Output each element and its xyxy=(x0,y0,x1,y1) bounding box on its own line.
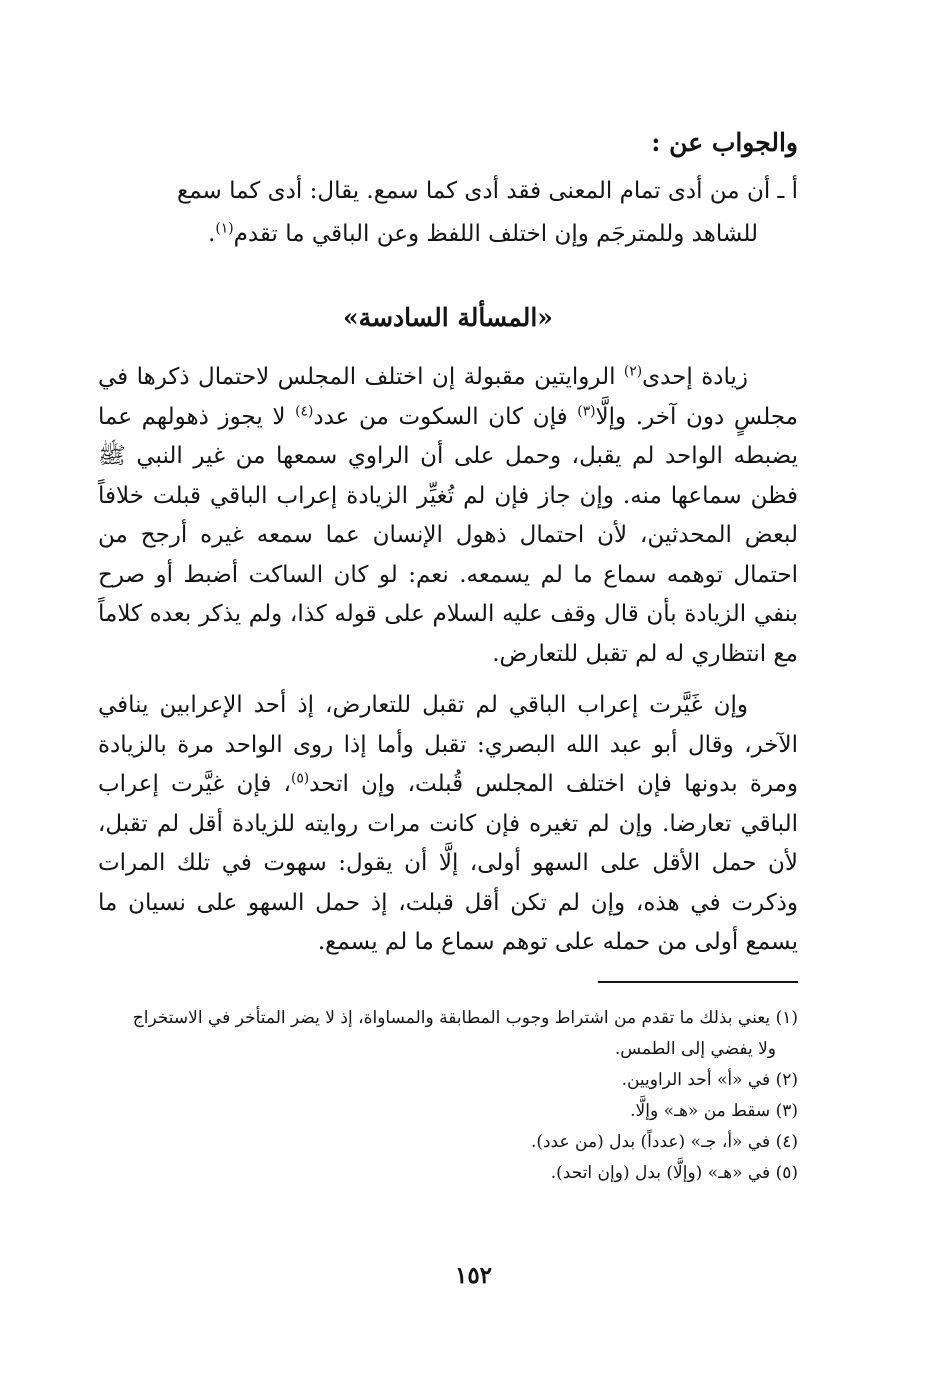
footnote-number: (١) xyxy=(775,1007,798,1028)
paragraph xyxy=(98,358,798,674)
footnote-ref: (١) xyxy=(215,220,234,237)
footnote-text: في «أ، جـ» (عدداً) بدل (من عدد). xyxy=(530,1131,771,1152)
item-end: . xyxy=(208,221,216,247)
footnote xyxy=(98,1003,798,1065)
page-number: ١٥٢ xyxy=(454,1262,493,1289)
para1-text-c: فإن كان السكوت من عدد xyxy=(313,403,578,430)
section-title: «المسألة السادسة» xyxy=(343,303,553,332)
footnote-text-continued: ولا يفضي إلى الطمس. xyxy=(614,1038,776,1059)
para1-text-b: الروايتين مقبولة إن اختلف المجلس لاحتمال ذكرها في مجلسٍ دون آخر. وإلَّا xyxy=(98,364,798,430)
page-body xyxy=(98,122,798,1189)
footnote xyxy=(98,1127,798,1158)
footnote-ref: (٥) xyxy=(290,770,310,787)
answer-lead: والجواب عن : xyxy=(651,128,798,157)
answer-item xyxy=(98,170,798,256)
footnote-number: (٣) xyxy=(775,1100,798,1121)
para2-text-a: وإن غَيَّرت إعراب الباقي لم تقبل للتعارض، إذ أحد الإعرابين ينافي الآخر، وقال أبو عبد الله البصري: تقبل وأما إذا روى الواحد مرة بالزيادة ومرة بدونها فإن اختلف المجلس قُبلت، وإن اتحد xyxy=(98,692,798,797)
item-text: أن من أدى تمام المعنى فقد أدى كما سمع. يقال: أدى كما سمع xyxy=(176,178,771,204)
footnote-ref: (٢) xyxy=(623,363,643,380)
item-text-continued xyxy=(98,213,798,256)
footnote-number: (٥) xyxy=(775,1162,798,1183)
footnote-text: سقط من «هـ» وإلَّا. xyxy=(630,1100,771,1121)
footnote xyxy=(98,1096,798,1127)
item-marker: أ ـ xyxy=(777,178,798,204)
footnote-ref: (٤) xyxy=(295,402,314,419)
footnote-number: (٤) xyxy=(775,1131,798,1152)
footnote xyxy=(98,1158,798,1189)
footnote xyxy=(98,1065,798,1096)
para1-text-a: زيادة إحدى xyxy=(642,364,749,390)
footnote-divider xyxy=(598,981,798,983)
footnotes xyxy=(98,1003,798,1189)
footnote-text: في «هـ» (وإلَّا) بدل (وإن اتحد). xyxy=(550,1162,771,1183)
footnote-text: يعني بذلك ما تقدم من اشتراط وجوب المطابقة والمساواة، إذ لا يضر المتأخر في الاستخراج xyxy=(132,1007,771,1028)
paragraph xyxy=(98,686,798,963)
footnote-text: في «أ» أحد الراويين. xyxy=(621,1069,771,1090)
footnote-number: (٢) xyxy=(775,1069,798,1090)
para2-text-b: ، فإن غيَّرت إعراب الباقي تعارضا. وإن لم تغيره فإن كانت مرات روايته للزيادة أقل لم تقبل، لأن حمل الأقل على السهو أولى، إلَّا أن يقول: سهوت في تلك المرات وذكرت في هذه، وإن لم تكن أقل قبلت، إذ حمل السهو على نسيان ما يسمع أولى من حمله على توهم سماع ما لم يسمع. xyxy=(98,771,798,955)
footnote-ref: (٣) xyxy=(577,402,596,419)
para1-text-d: لا يجوز ذهولهم عما يضبطه الواحد لم يقبل، وحمل على أن الراوي سمعها من غير النبي ﷺ فظن سماعها منه. وإن جاز فإن لم تُغيِّر الزيادة إعراب الباقي قبلت خلافاً لبعض المحدثين، لأن احتمال ذهول الإنسان عما سمعه غيره أرجح من احتمال توهمه سماع ما لم يسمعه. نعم: لو كان الساكت أضبط أو صرح بنفي الزيادة بأن قال وقف عليه السلام على قوله كذا، ولم يذكر بعده كلاماً مع انتظاري له لم تقبل للتعارض. xyxy=(98,403,798,667)
item-text-2: للشاهد وللمترجَم وإن اختلف اللفظ وعن الباقي ما تقدم xyxy=(233,221,758,247)
